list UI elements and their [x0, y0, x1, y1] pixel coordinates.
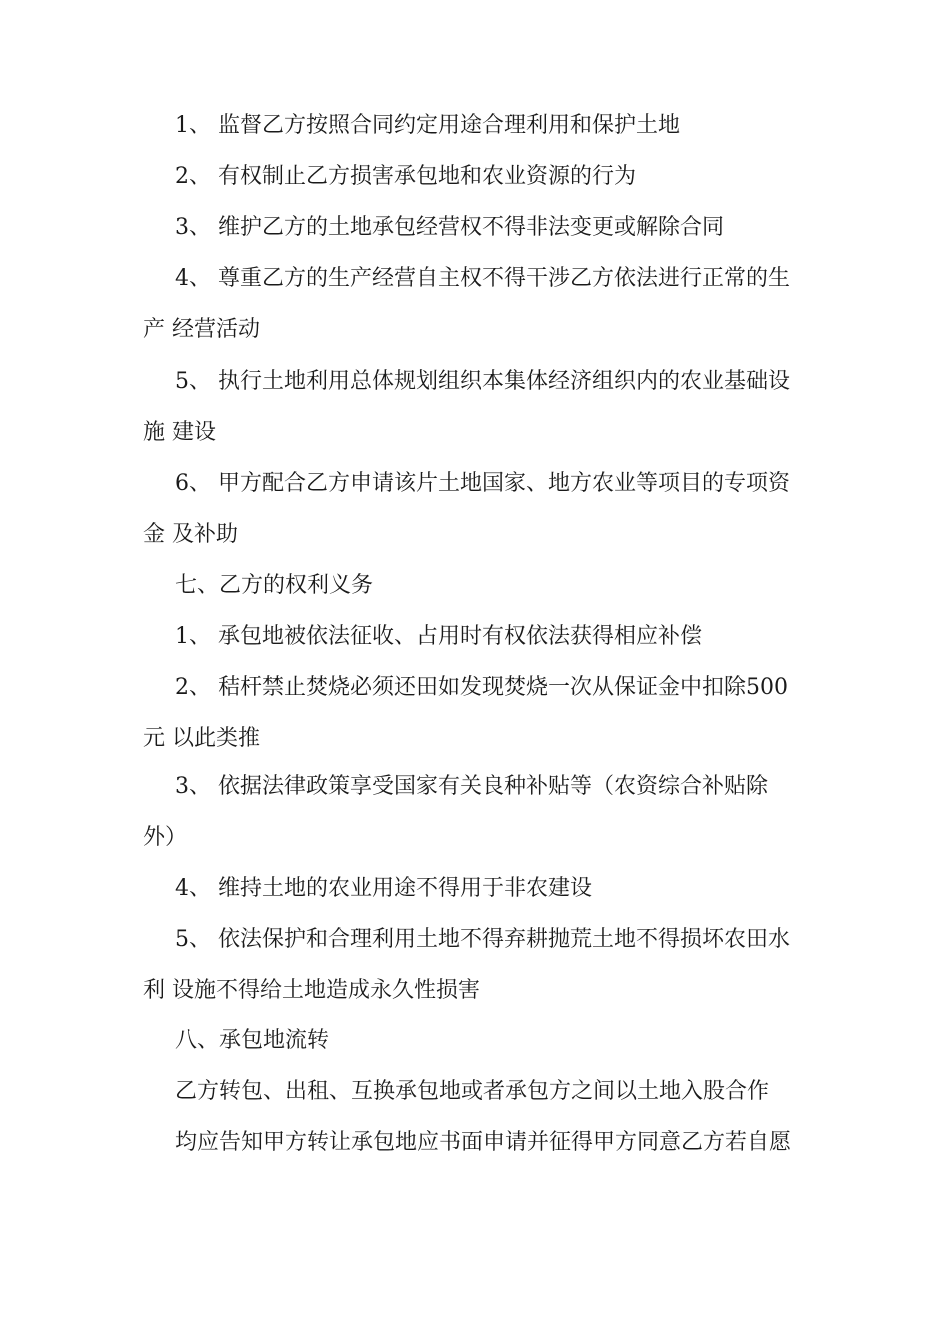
clause-text: 维护乙方的土地承包经营权不得非法变更或解除合同	[218, 215, 725, 240]
clause-number: 1、	[175, 624, 211, 649]
continuation-line	[143, 821, 823, 855]
clause-line	[175, 160, 823, 194]
continuation-text: 产 经营活动	[143, 317, 260, 342]
continuation-line	[143, 313, 823, 347]
clause-line	[175, 923, 823, 957]
clause-text: 甲方配合乙方申请该片土地国家、地方农业等项目的专项资	[218, 471, 791, 496]
clause-number: 3、	[175, 215, 211, 240]
clause-line	[175, 620, 823, 654]
clause-text: 有权制止乙方损害承包地和农业资源的行为	[218, 164, 637, 189]
paragraph-text: 乙方转包、出租、互换承包地或者承包方之间以土地入股合作	[175, 1079, 770, 1104]
clause-number: 2、	[175, 164, 211, 189]
paragraph-text: 均应告知甲方转让承包地应书面申请并征得甲方同意乙方若自愿	[175, 1130, 792, 1155]
clause-number: 3、	[175, 774, 211, 799]
paragraph-line	[175, 1075, 823, 1109]
clause-text: 依法保护和合理利用土地不得弃耕抛荒土地不得损坏农田水	[218, 927, 791, 952]
clause-line	[175, 872, 823, 906]
continuation-text: 外）	[143, 825, 188, 850]
continuation-text: 金 及补助	[143, 522, 238, 547]
clause-line	[175, 770, 823, 804]
clause-text: 维持土地的农业用途不得用于非农建设	[218, 876, 593, 901]
continuation-line	[143, 722, 823, 756]
paragraph-line	[175, 1126, 823, 1160]
clause-line	[175, 467, 823, 501]
clause-line	[175, 109, 823, 143]
clause-text: 承包地被依法征收、占用时有权依法获得相应补偿	[218, 624, 703, 649]
section-heading	[175, 1024, 823, 1058]
section-heading-text: 八、承包地流转	[175, 1028, 330, 1053]
continuation-line	[143, 416, 823, 450]
clause-number: 5、	[175, 927, 211, 952]
clause-number: 4、	[175, 266, 211, 291]
section-heading	[175, 569, 823, 603]
clause-text: 执行土地利用总体规划组织本集体经济组织内的农业基础设	[218, 369, 791, 394]
continuation-text: 利 设施不得给土地造成永久性损害	[143, 978, 480, 1003]
clause-number: 1、	[175, 113, 211, 138]
clause-text: 尊重乙方的生产经营自主权不得干涉乙方依法进行正常的生	[218, 266, 791, 291]
clause-text: 秸杆禁止焚烧必须还田如发现焚烧一次从保证金中扣除500	[218, 675, 788, 700]
continuation-text: 元 以此类推	[143, 726, 260, 751]
clause-line	[175, 671, 823, 705]
clause-line	[175, 365, 823, 399]
continuation-line	[143, 518, 823, 552]
section-heading-text: 七、乙方的权利义务	[175, 573, 374, 598]
clause-number: 4、	[175, 876, 211, 901]
continuation-line	[143, 974, 823, 1008]
continuation-text: 施 建设	[143, 420, 216, 445]
clause-number: 6、	[175, 471, 211, 496]
clause-text: 依据法律政策享受国家有关良种补贴等（农资综合补贴除	[218, 774, 769, 799]
clause-text: 监督乙方按照合同约定用途合理利用和保护土地	[218, 113, 681, 138]
clause-number: 2、	[175, 675, 211, 700]
clause-line	[175, 211, 823, 245]
clause-number: 5、	[175, 369, 211, 394]
clause-line	[175, 262, 823, 296]
